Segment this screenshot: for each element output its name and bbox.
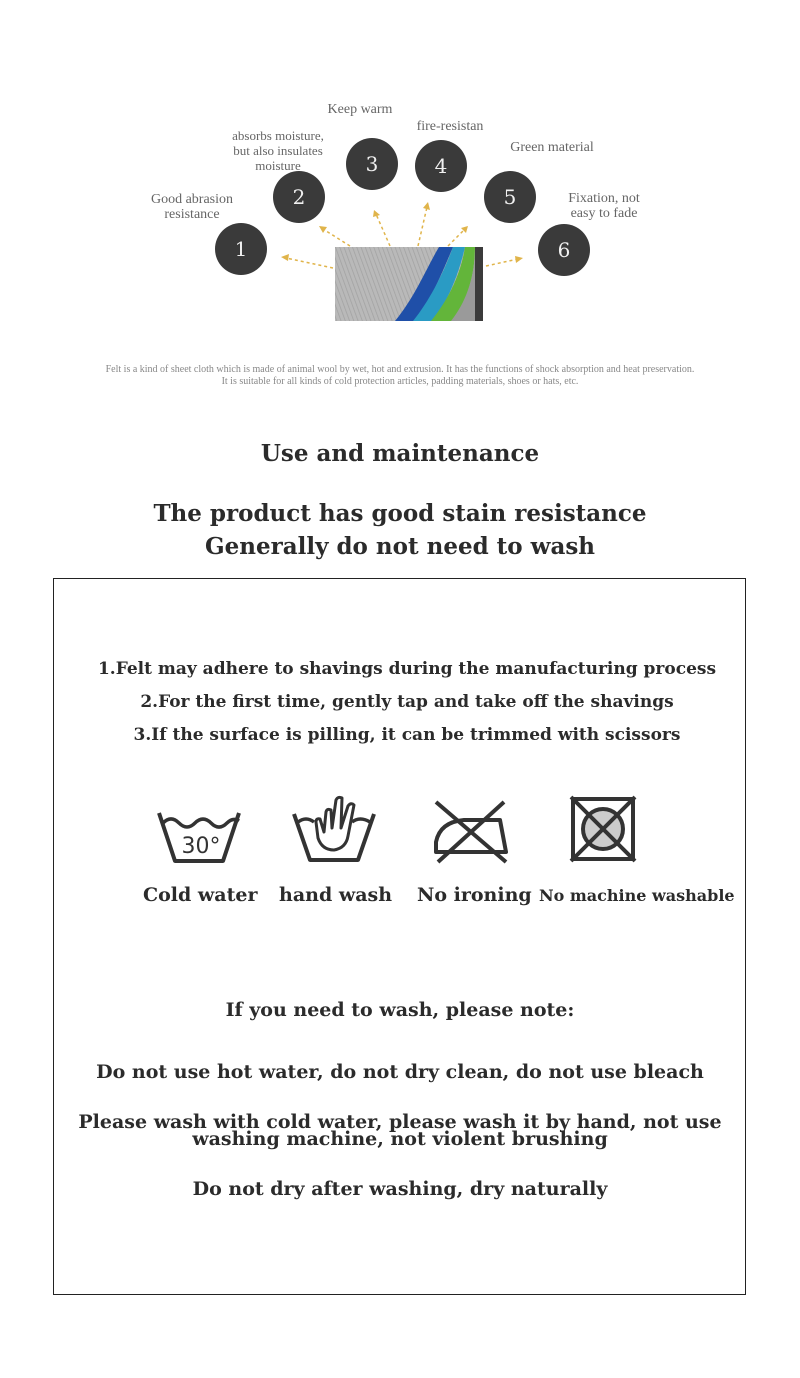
- felt-description-line-1: Felt is a kind of sheet cloth which is made of animal wool by wet, hot and extrusion. It has the functions of shock absorption and heat preservation.: [105, 364, 695, 375]
- feature-number-3: 3: [346, 138, 398, 190]
- wash-notes-heading: If you need to wash, please note:: [225, 999, 575, 1021]
- feature-label-4: fire-resistan: [416, 119, 484, 134]
- tip-3: 3.If the surface is pilling, it can be trimmed with scissors: [133, 725, 681, 745]
- care-label-no-machine-washable: No machine washable: [539, 886, 735, 905]
- no-iron-icon: [430, 796, 510, 864]
- hand-wash-icon: [290, 792, 378, 866]
- feature-number-5: 5: [484, 171, 536, 223]
- wash-note-1: Do not use hot water, do not dry clean, do not use bleach: [96, 1061, 704, 1083]
- feature-number-2: 2: [273, 171, 325, 223]
- care-label-no-ironing: No ironing: [417, 884, 532, 906]
- maintenance-subheading-2: Generally do not need to wash: [204, 533, 596, 560]
- wash-note-2-line-1: Please wash with cold water, please wash it by hand, not use: [78, 1111, 722, 1133]
- care-label-cold-water: Cold water: [143, 884, 258, 906]
- no-machine-dry-icon: [567, 793, 639, 865]
- feature-number-6: 6: [538, 224, 590, 276]
- tip-2: 2.For the first time, gently tap and take off the shavings: [140, 692, 674, 712]
- wash-temperature-text: 30°: [181, 834, 221, 859]
- wash-note-3: Do not dry after washing, dry naturally: [192, 1178, 608, 1200]
- wash-note-2-line-2: washing machine, not violent brushing: [192, 1128, 608, 1150]
- maintenance-subheading-1: The product has good stain resistance: [153, 500, 647, 527]
- care-label-hand-wash: hand wash: [279, 884, 393, 906]
- wash-30-icon: [155, 805, 243, 867]
- tip-1: 1.Felt may adhere to shavings during the manufacturing process: [97, 659, 717, 679]
- feature-label-2: absorbs moisture, but also insulates moisture: [232, 128, 324, 173]
- feature-number-1: 1: [215, 223, 267, 275]
- feature-number-4: 4: [415, 140, 467, 192]
- feature-label-6: Fixation, not easy to fade: [568, 191, 640, 221]
- felt-description: [40, 364, 760, 388]
- maintenance-heading: Use and maintenance: [260, 440, 540, 467]
- felt-material-image: [335, 247, 483, 321]
- feature-label-3: Keep warm: [327, 102, 393, 117]
- felt-description-line-2: It is suitable for all kinds of cold protection articles, padding materials, shoes or hats, etc.: [221, 376, 579, 387]
- feature-label-1: Good abrasion resistance: [150, 192, 234, 222]
- feature-label-5: Green material: [510, 140, 594, 155]
